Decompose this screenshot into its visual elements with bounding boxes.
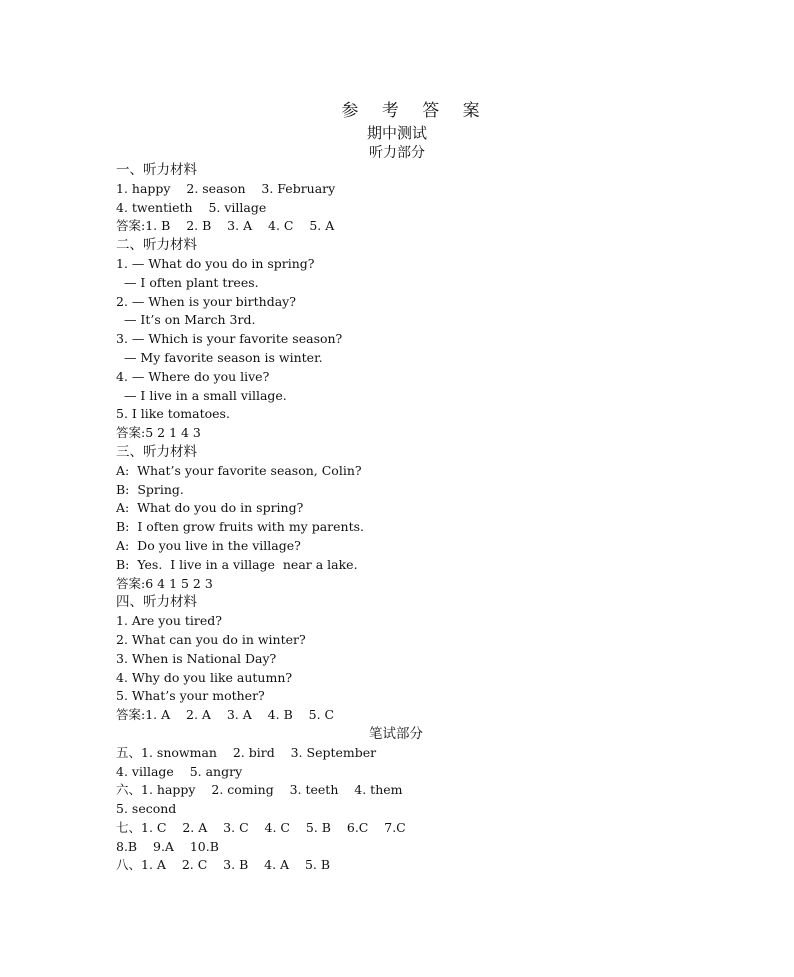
answer-line: 4. twentieth 5. village xyxy=(116,199,267,215)
answer-line: 答案:6 4 1 5 2 3 xyxy=(116,575,213,591)
answer-line: 5. second xyxy=(116,801,177,817)
answer-line: 七、1. C 2. A 3. C 4. C 5. B 6.C 7.C xyxy=(116,819,406,835)
answer-line: 1. happy 2. season 3. February xyxy=(116,180,336,196)
answer-line: B: I often grow fruits with my parents. xyxy=(116,519,365,535)
answer-line: 五、1. snowman 2. bird 3. September xyxy=(116,744,377,760)
section-heading: 三、听力材料 xyxy=(116,443,197,460)
answer-line: 4. — Where do you live? xyxy=(116,368,270,384)
answer-line: 3. — Which is your favorite season? xyxy=(116,331,343,347)
answer-line: 8.B 9.A 10.B xyxy=(116,838,219,854)
answer-line: 4. Why do you like autumn? xyxy=(116,669,293,685)
answer-line: 5. What’s your mother? xyxy=(116,688,265,704)
section-heading: 二、听力材料 xyxy=(116,237,197,254)
answer-line: A: Do you live in the village? xyxy=(116,537,301,553)
answer-line: 答案:1. A 2. A 3. A 4. B 5. C xyxy=(116,707,335,723)
page-title: 参 考 答 案 xyxy=(341,101,489,121)
answer-line: 六、1. happy 2. coming 3. teeth 4. them xyxy=(116,782,403,798)
section-heading: 一、听力材料 xyxy=(116,162,197,178)
answer-line: 八、1. A 2. C 3. B 4. A 5. B xyxy=(116,857,331,873)
answer-line: 答案:5 2 1 4 3 xyxy=(116,425,201,441)
answer-line: 5. I like tomatoes. xyxy=(116,406,230,422)
answer-line: — I often plant trees. xyxy=(116,274,259,290)
answer-line: 3. When is National Day? xyxy=(116,650,277,666)
listening-part-heading: 听力部分 xyxy=(369,145,425,161)
answer-line: 1. Are you tired? xyxy=(116,613,222,629)
answer-line: — It’s on March 3rd. xyxy=(116,312,256,328)
answer-line: 2. What can you do in winter? xyxy=(116,631,306,647)
answer-line: 1. — What do you do in spring? xyxy=(116,255,315,271)
answer-line: B: Yes. I live in a village near a lake. xyxy=(116,556,358,572)
answer-lines xyxy=(116,161,716,875)
answer-line: A: What do you do in spring? xyxy=(116,500,304,516)
exam-subtitle: 期中测试 xyxy=(366,124,427,142)
answer-line: 2. — When is your birthday? xyxy=(116,293,296,309)
answer-line: — My favorite season is winter. xyxy=(116,349,323,365)
section-heading: 四、听力材料 xyxy=(116,594,197,611)
answer-line: 4. village 5. angry xyxy=(116,763,243,779)
answer-line: A: What’s your favorite season, Colin? xyxy=(116,462,362,478)
written-part-heading: 笔试部分 xyxy=(369,725,423,742)
answer-line: 答案:1. B 2. B 3. A 4. C 5. A xyxy=(116,218,335,234)
answer-line: B: Spring. xyxy=(116,481,184,497)
answer-line: — I live in a small village. xyxy=(116,387,287,403)
